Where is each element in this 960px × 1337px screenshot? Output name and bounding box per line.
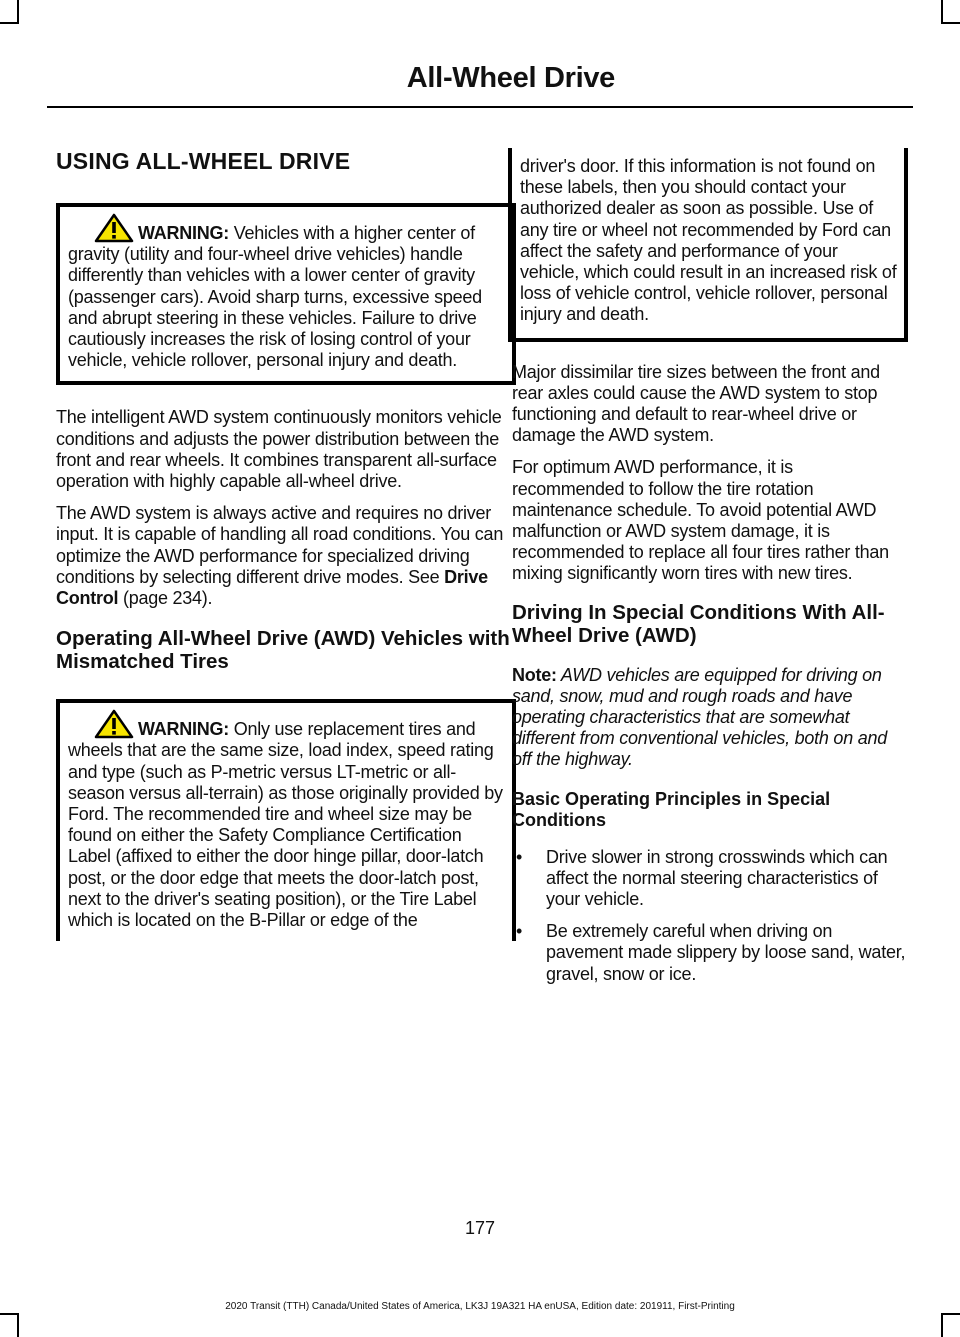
crop-mark — [17, 0, 19, 24]
subheading-basic-principles: Basic Operating Principles in Special Conditions — [512, 788, 831, 830]
warning-triangle-icon — [94, 213, 134, 243]
right-column — [508, 148, 908, 996]
bullet-list — [508, 847, 908, 985]
warning-label: WARNING: — [138, 719, 229, 740]
list-item-text: Drive slower in strong crosswinds which can affect the normal steering characteristics of your vehicle. — [546, 846, 888, 910]
crop-mark — [0, 22, 19, 24]
list-item — [512, 847, 908, 911]
note-awd-vehicles — [508, 665, 908, 771]
warning-text: Only use replacement tires and wheels that are the same size, load index, speed rating and type (such as P-metric versus LT-metric or all-season versus all-terrain) as those originally provided by Ford. The recommended tire and wheel size may be found on either the Safety Compliance Certification Label (affixed to either the door hinge pillar, door-latch post, or the door edge that meets the door-latch post, next to the driver's seating position), or the Tire Label which is located on the B-Pillar or edge of the — [68, 719, 503, 931]
crop-mark — [941, 1313, 943, 1337]
paragraph-dissimilar-tires: Major dissimilar tire sizes between the front and rear axles could cause the AWD system to stop functioning and default to rear-wheel drive or damage the AWD system. — [512, 361, 880, 446]
drive-control-link[interactable]: Drive Control — [56, 566, 488, 609]
header-rule — [47, 106, 913, 108]
page-number: 177 — [464, 1218, 496, 1238]
heading-using-awd: USING ALL-WHEEL DRIVE — [56, 148, 351, 174]
paragraph-text: The AWD system is always active and requires no driver input. It is capable of handling all road conditions. You can optimize the AWD performance for specialized driving conditions by selecting different drive modes. See — [56, 503, 504, 587]
crop-mark — [941, 1313, 960, 1315]
warning-text: Vehicles with a higher center of gravity (utility and four-wheel drive vehicles) handle differently than vehicles with a lower center of gravity (passenger cars). Avoid sharp turns, excessive speed and abrupt steering in these vehicles. Failure to drive cautiously increases the risk of losing control of your vehicle, vehicle rollover, personal injury and death. — [68, 223, 482, 371]
note-text: AWD vehicles are equipped for driving on sand, snow, mud and rough roads and have operating characteristics that are somewhat different from conventional vehicles, both on and off the highway. — [512, 664, 887, 770]
paragraph-intelligent-awd: The intelligent AWD system continuously monitors vehicle conditions and adjusts the power distribution between the front and rear wheels. It combines transparent all-surface operation with highly capable all-wheel drive. — [56, 407, 502, 492]
warning-box-continued — [508, 148, 908, 342]
paragraph-awd-always-active — [56, 503, 516, 609]
bullet: • — [516, 921, 523, 942]
warning-triangle-icon — [94, 709, 134, 739]
page-reference: (page 234). — [118, 588, 213, 609]
crop-mark — [17, 1313, 19, 1337]
list-item-text: Be extremely careful when driving on pavement made slippery by loose sand, water, gravel, snow or ice. — [546, 921, 906, 984]
bullet: • — [516, 846, 523, 867]
crop-mark — [0, 1313, 19, 1315]
warning-box-center-of-gravity — [56, 203, 516, 385]
crop-mark — [941, 0, 943, 24]
heading-mismatched-tires: Operating All-Wheel Drive (AWD) Vehicles with Mismatched Tires — [56, 627, 510, 674]
warning-box-replacement-tires — [56, 699, 516, 941]
section-title: All-Wheel Drive — [406, 62, 615, 94]
warning-label: WARNING: — [138, 223, 229, 243]
paragraph-optimum-performance: For optimum AWD performance, it is recommended to follow the tire rotation maintenance schedule. To avoid potential AWD malfunction or AWD system damage, it is recommended to replace all four tires rather than mixing significantly worn tires with new tires. — [512, 457, 889, 584]
heading-special-conditions: Driving In Special Conditions With All-Wheel Drive (AWD) — [512, 600, 885, 647]
left-column — [56, 148, 516, 941]
footer-edition-info: 2020 Transit (TTH) Canada/United States of America, LK3J 19A321 HA enUSA, Edition date: 201911, First-Printing — [225, 1301, 735, 1312]
warning-text-continued: driver's door. If this information is not found on these labels, then you should contact your authorized dealer as soon as possible. Use of any tire or wheel not recommended by Ford can affect the safety and performance of your vehicle, which could result in an increased risk of loss of vehicle control, vehicle rollover, personal injury and death. — [520, 156, 897, 325]
note-label: Note: — [512, 664, 557, 685]
list-item — [512, 921, 908, 985]
crop-mark — [941, 22, 960, 24]
